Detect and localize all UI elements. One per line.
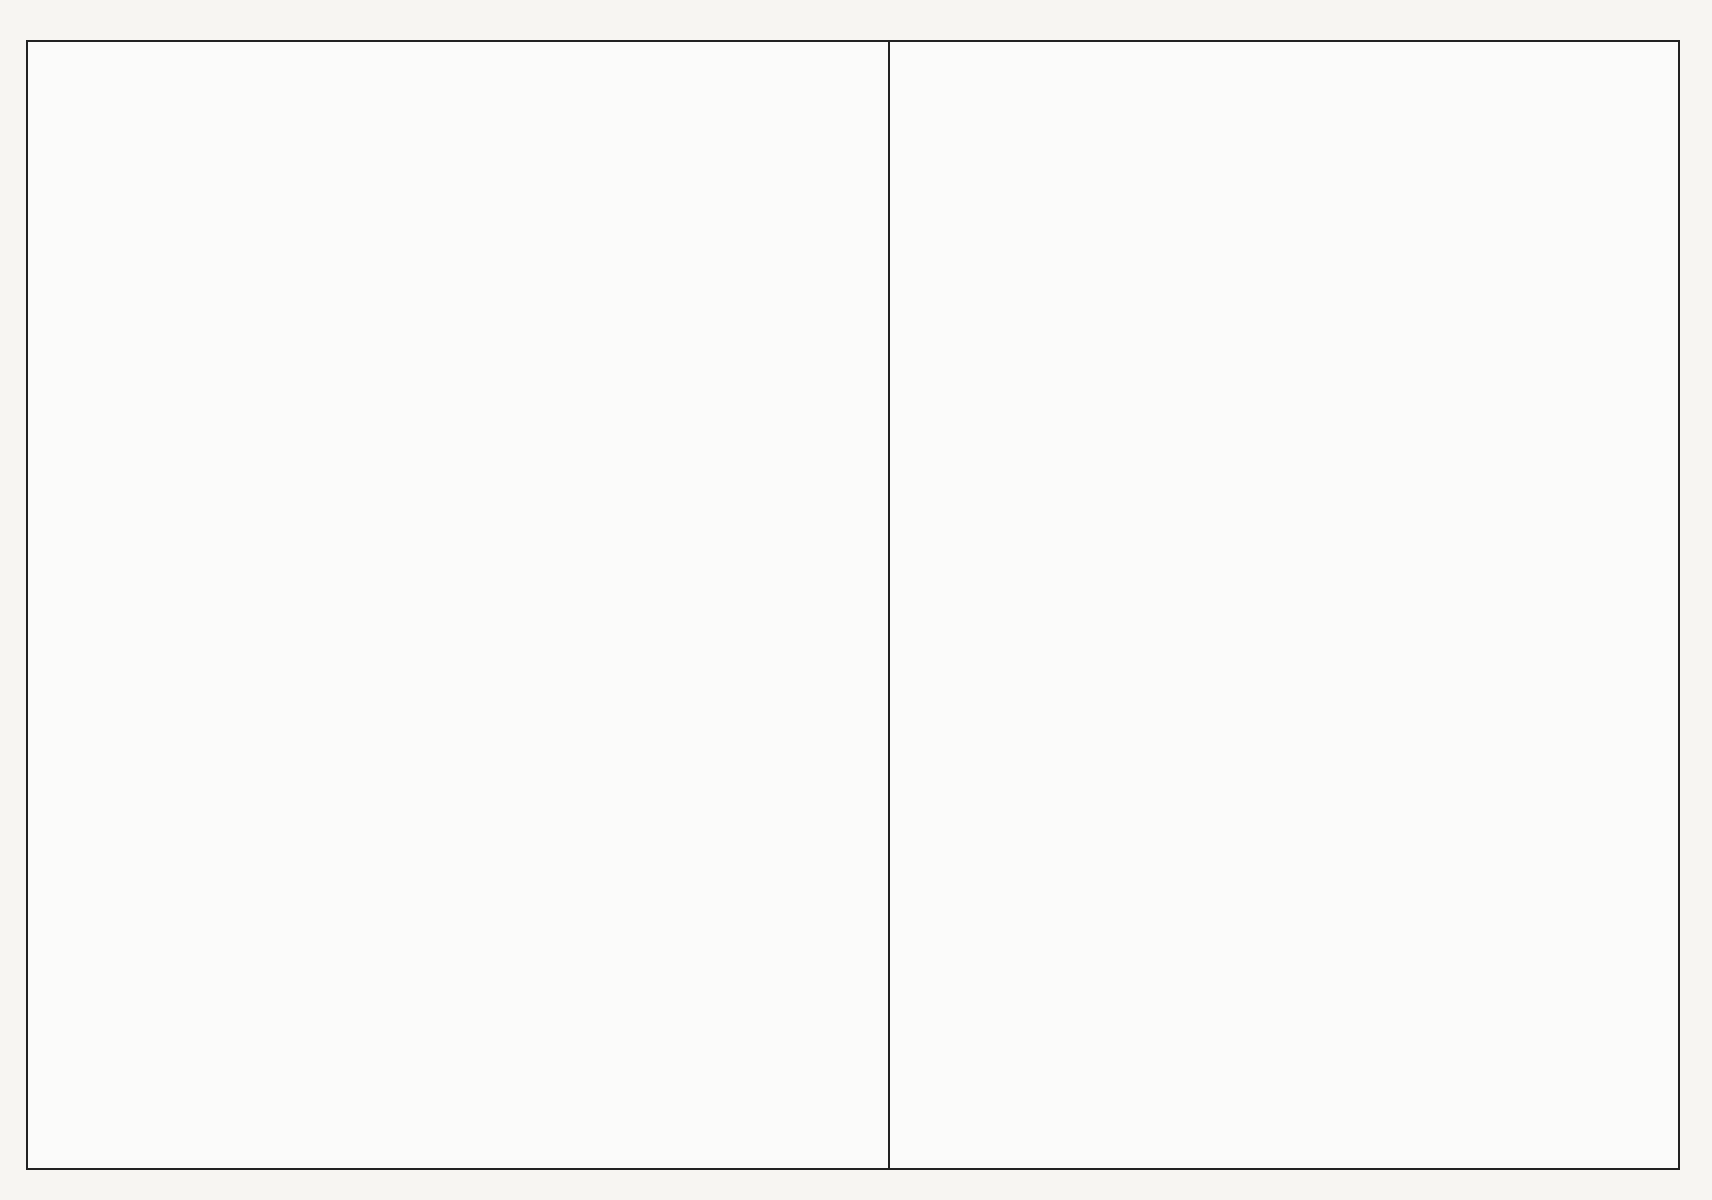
- right-panel: [890, 42, 1678, 1168]
- left-panel: [28, 42, 890, 1168]
- inspection-sheet: [26, 40, 1680, 1170]
